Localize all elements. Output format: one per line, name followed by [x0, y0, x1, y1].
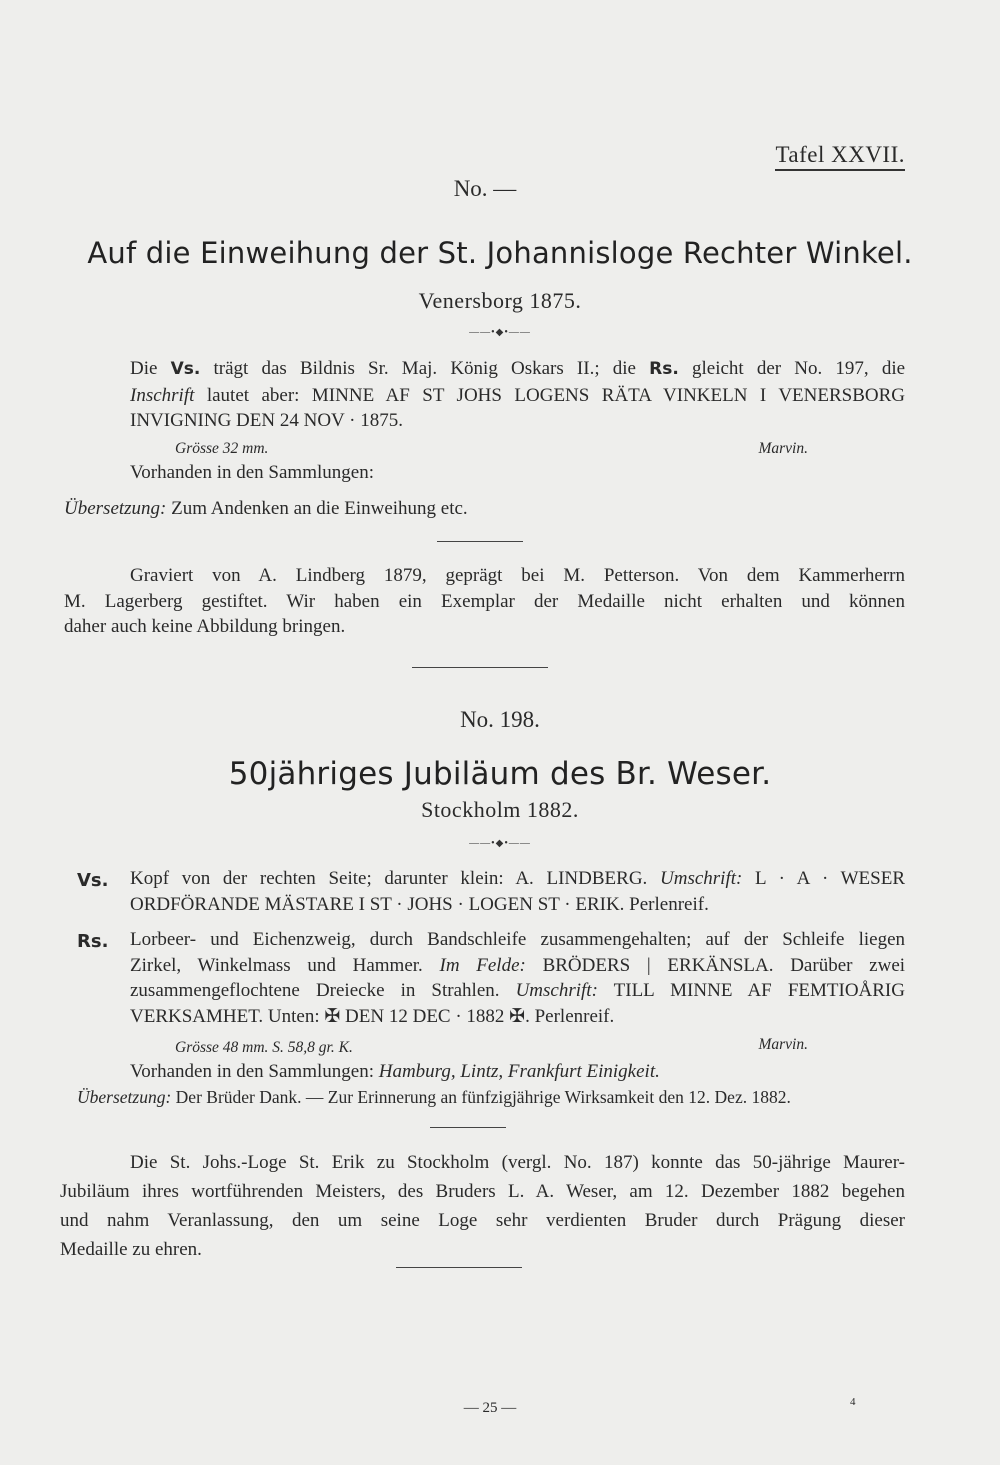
entry2-vs-label: Vs.: [77, 870, 109, 891]
page-number: — 25 —: [463, 1400, 517, 1416]
entry1-collections: Vorhanden in den Sammlungen:: [130, 462, 374, 483]
entry2-note: Die St. Johs.-Loge St. Erik zu Stockholm (vergl. No. 187) konnte das 50-jährige Maurer- Jubiläum ihres wortführenden Meisters, des Bruders L. A. Weser, am 12. Dezember 1882 begehen und nahm Veranlassung, den um seine Loge sehr verdienten Bruder durch Prägung dieser Medaille zu ehren.: [60, 1152, 905, 1260]
entry1-place-year: Venersborg 1875.: [418, 288, 582, 313]
entry2-engraver: Marvin.: [758, 1036, 808, 1053]
divider: [430, 1127, 506, 1128]
divider: [437, 541, 523, 542]
signature-mark: 4: [850, 1396, 856, 1408]
entry1-title: Auf die Einweihung der St. Johannisloge Rechter Winkel.: [87, 236, 913, 270]
entry2-translation: Übersetzung: Der Brüder Dank. — Zur Erinnerung an fünfzigjährige Wirksamkeit den 12. Dez. 1882.: [77, 1087, 791, 1107]
entry2-collections: Vorhanden in den Sammlungen: Hamburg, Lintz, Frankfurt Einigkeit.: [130, 1061, 660, 1082]
entry1-number: No. —: [453, 176, 517, 201]
divider: [412, 667, 548, 668]
entry1-ornament: ——•◆•——: [469, 327, 531, 338]
entry2-size: Grösse 48 mm. S. 58,8 gr. K.: [175, 1039, 353, 1056]
entry2-ornament: ——•◆•——: [469, 838, 531, 849]
entry1-size: Grösse 32 mm.: [175, 440, 269, 457]
entry2-title: 50jähriges Jubiläum des Br. Weser.: [228, 756, 772, 792]
entry2-number: No. 198.: [460, 707, 540, 732]
entry2-reverse: Lorbeer- und Eichenzweig, durch Bandschleife zusammengehalten; auf der Schleife liegen Zirkel, Winkelmass und Hammer. Im Felde: BRÖDERS | ERKÄNSLA. Darüber zwei zusammengeflochtene Dreiecke in Strahlen. Umschrift: TILL MINNE AF FEMTIOÅRIG VERKSAMHET. Unten: ✠ DEN 12 DEC · 1882 ✠. Perlenreif.: [130, 929, 906, 1027]
entry1-engraver: Marvin.: [758, 440, 808, 457]
entry2-rs-label: Rs.: [77, 931, 109, 952]
entry2-place-year: Stockholm 1882.: [421, 797, 579, 822]
divider: [396, 1267, 522, 1268]
entry2-obverse: Kopf von der rechten Seite; darunter klein: A. LINDBERG. Umschrift: L · A · WESER ORDFÖRANDE MÄSTARE I ST · JOHS · LOGEN ST · ERIK. Perlenreif.: [130, 868, 906, 915]
entry1-note: Graviert von A. Lindberg 1879, geprägt bei M. Petterson. Von dem Kammerherrn M. Lagerberg gestiftet. Wir haben ein Exemplar der Medaille nicht erhalten und können daher auch keine Abbildung bringen.: [64, 565, 905, 637]
plate-number: Tafel XXVII.: [775, 142, 905, 171]
entry1-translation: Übersetzung: Zum Andenken an die Einweihung etc.: [64, 498, 468, 519]
entry1-description: Die Vs. trägt das Bildnis Sr. Maj. König Oskars II.; die Rs. gleicht der No. 197, die Inschrift lautet aber: MINNE AF ST JOHS LOGENS RÄTA VINKELN I VENERSBORG INVIGNING DEN 24 NOV · 1875.: [130, 358, 906, 431]
